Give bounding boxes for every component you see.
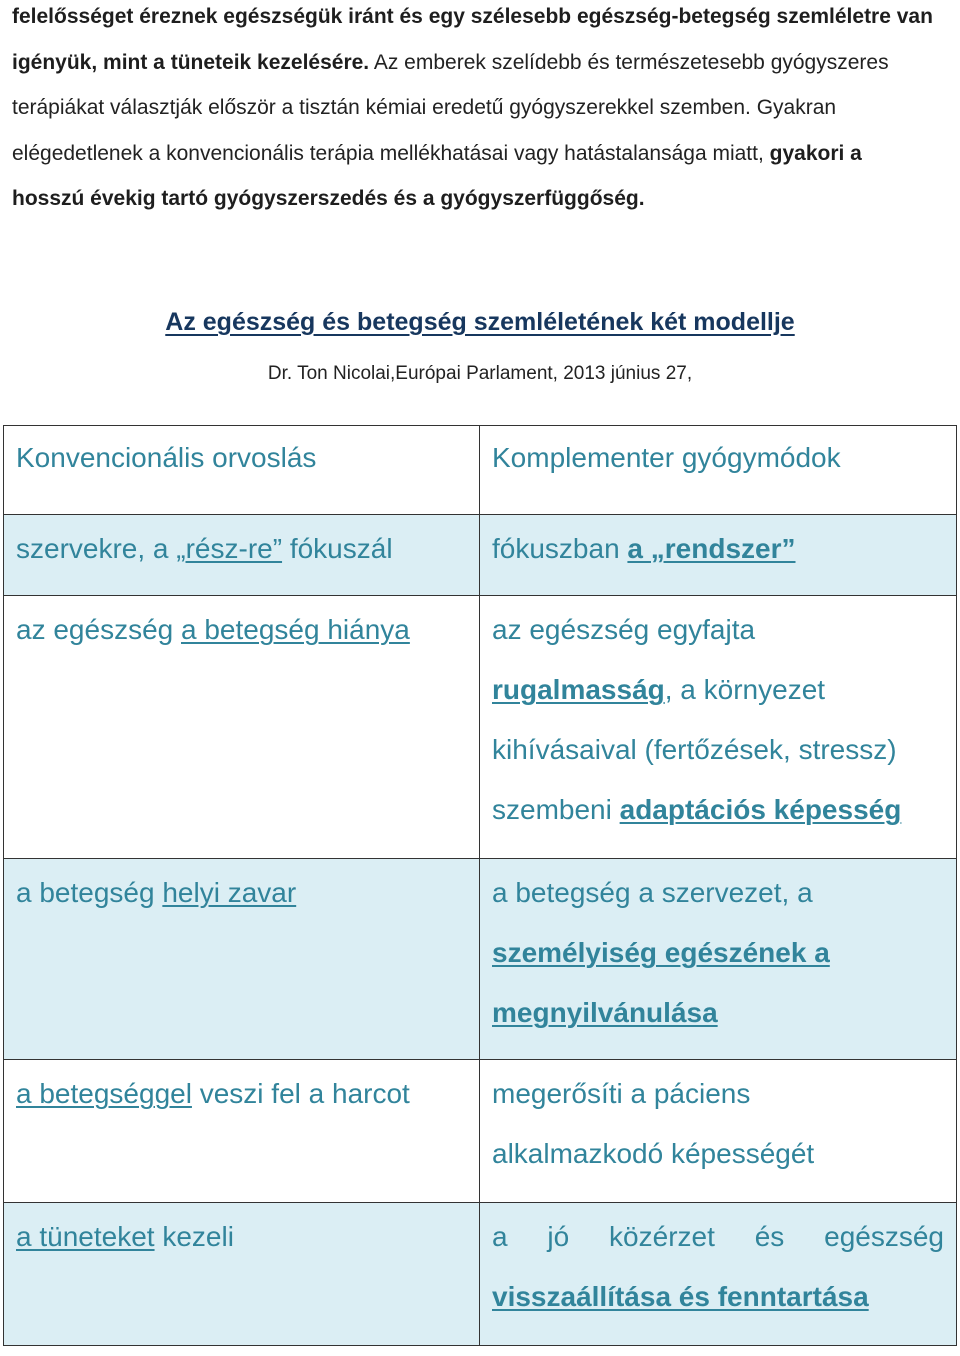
table-header-row xyxy=(4,426,957,515)
intro-line-3: terápiákat választják először a tisztán kémiai eredetű gyógyszerekkel szemben. Gyakran xyxy=(12,96,837,120)
table-cell: az egészség egyfajta rugalmasság, a környezet kihívásaival (fertőzések, stressz) szembeni adaptációs képesség xyxy=(480,596,957,859)
table-cell: a tüneteket kezeli xyxy=(4,1203,480,1346)
table-cell: a betegséggel veszi fel a harcot xyxy=(4,1060,480,1203)
table-cell: az egészség a betegség hiánya xyxy=(4,596,480,859)
table-row xyxy=(4,596,957,859)
table-row xyxy=(4,1203,957,1346)
table-cell: megerősíti a páciens alkalmazkodó képességét xyxy=(480,1060,957,1203)
intro-line-1: felelősséget éreznek egészségük iránt és egy szélesebb egészség-betegség szemléletre van xyxy=(12,5,933,28)
intro-line-2: igényük, mint a tüneteik kezelésére. Az emberek szelídebb és természetesebb gyógyszeres xyxy=(12,50,889,74)
table-row xyxy=(4,859,957,1060)
header-cell-conventional: Konvencionális orvoslás xyxy=(4,426,480,515)
models-comparison-table xyxy=(3,425,957,1346)
table-cell: a betegség a szervezet, a személyiség egészének a megnyilvánulása xyxy=(480,859,957,1060)
table-row xyxy=(4,515,957,596)
intro-line-5: hosszú évekig tartó gyógyszerszedés és a gyógyszerfüggőség. xyxy=(12,187,645,211)
table-cell: fókuszban a „rendszer” xyxy=(480,515,957,596)
section-title: Az egészség és betegség szemléletének két modellje xyxy=(165,308,795,336)
section-subtitle: Dr. Ton Nicolai,Európai Parlament, 2013 június 27, xyxy=(267,363,693,384)
table-row xyxy=(4,1060,957,1203)
table-cell: a jó közérzet és egészség visszaállítása és fenntartása xyxy=(480,1203,957,1346)
table-cell: a betegség helyi zavar xyxy=(4,859,480,1060)
header-cell-complementary: Komplementer gyógymódok xyxy=(480,426,957,515)
intro-line-4: elégedetlenek a konvencionális terápia mellékhatásai vagy hatástalansága miatt, gyakori a xyxy=(12,141,862,165)
table-cell: szervekre, a „rész-re” fókuszál xyxy=(4,515,480,596)
intro-paragraph xyxy=(12,0,948,222)
